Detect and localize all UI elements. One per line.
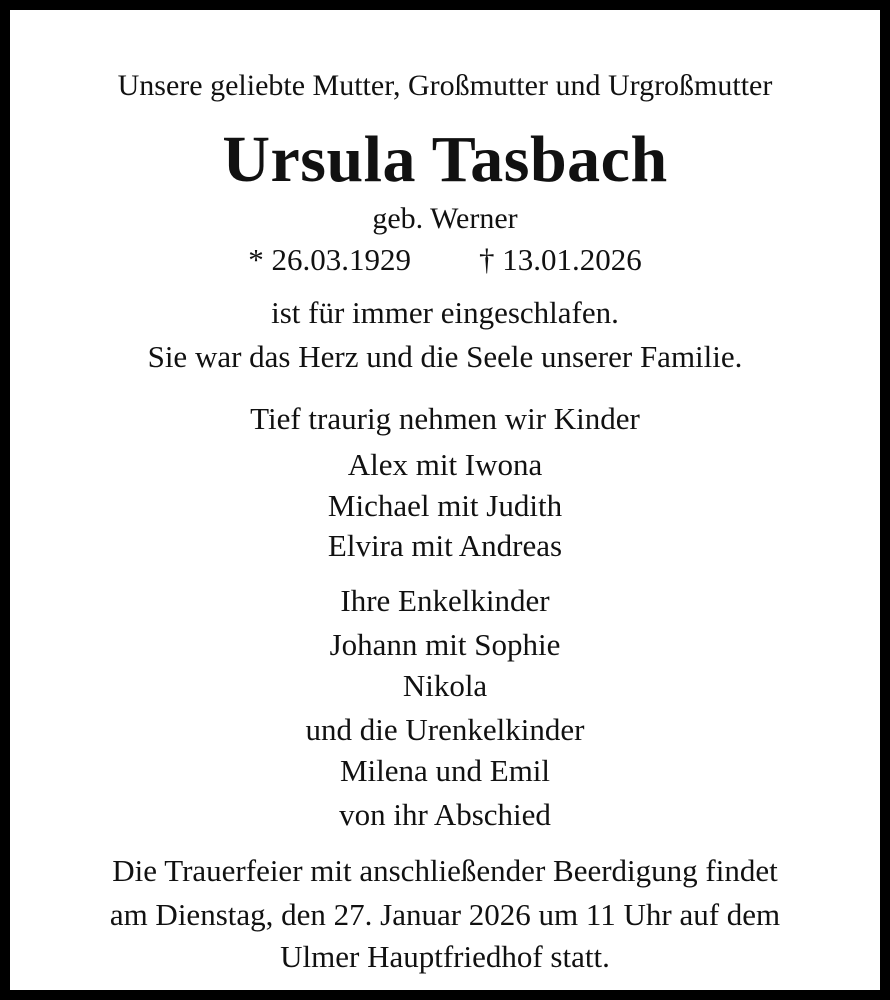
life-dates [30,238,860,282]
grandchild-entry: Johann mit Sophie [329,627,561,662]
birth-name: geb. Werner [372,202,518,235]
death-date: † 13.01.2026 [479,242,642,277]
deceased-name: Ursula Tasbach [222,123,668,196]
child-entry: Elvira mit Andreas [327,528,563,563]
funeral-info-line: Ulmer Hauptfriedhof statt. [280,939,610,974]
farewell-closing: von ihr Abschied [339,797,551,832]
children-intro: Tief traurig nehmen wir Kinder [250,401,640,436]
grandchildren-intro: Ihre Enkelkinder [340,583,550,618]
message-line: ist für immer eingeschlafen. [271,295,619,330]
child-entry: Alex mit Iwona [347,447,543,482]
child-entry: Michael mit Judith [327,488,563,523]
intro-line: Unsere geliebte Mutter, Großmutter und Urgroßmutter [117,69,773,102]
great-grandchild-entry: Milena und Emil [339,753,551,788]
funeral-info-line: am Dienstag, den 27. Januar 2026 um 11 Uhr auf dem [109,897,781,932]
message-line: Sie war das Herz und die Seele unserer Familie. [147,339,743,374]
great-grandchildren-intro: und die Urenkelkinder [305,712,585,747]
funeral-info-line: Die Trauerfeier mit anschließender Beerdigung findet [112,853,778,888]
grandchild-entry: Nikola [402,668,488,703]
birth-date: * 26.03.1929 [248,242,411,277]
